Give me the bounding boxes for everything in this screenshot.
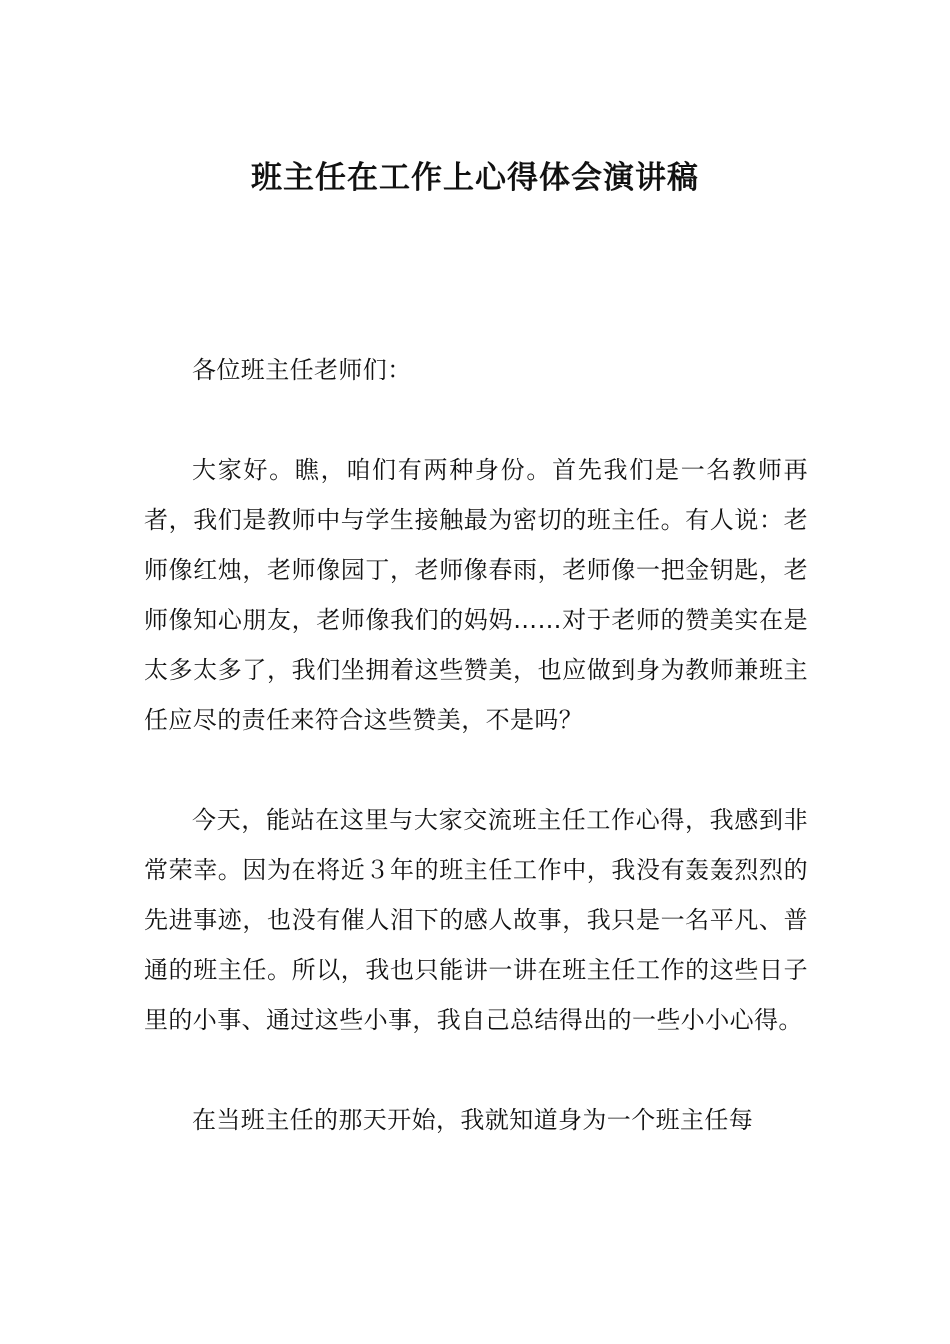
document-body — [144, 345, 808, 1145]
document-title: 班主任在工作上心得体会演讲稿 — [251, 160, 699, 196]
paragraph-greeting: 大家好。瞧，咱们有两种身份。首先我们是一名教师再者，我们是教师中与学生接触最为密切的班主任。有人说：老师像红烛，老师像园丁，老师像春雨，老师像一把金钥匙，老师像知心朋友，老师像我们的妈妈……对于老师的赞美实在是太多太多了，我们坐拥着这些赞美，也应做到身为教师兼班主任应尽的责任来符合这些赞美，不是吗？ — [144, 456, 808, 734]
paragraph-introduction: 今天，能站在这里与大家交流班主任工作心得，我感到非常荣幸。因为在将近３年的班主任工作中，我没有轰轰烈烈的先进事迹，也没有催人泪下的感人故事，我只是一名平凡、普通的班主任。所以，我也只能讲一讲在班主任工作的这些日子里的小事、通过这些小事，我自己总结得出的一些小小心得。 — [144, 806, 808, 1034]
paragraph-beginning: 在当班主任的那天开始，我就知道身为一个班主任每 — [192, 1106, 754, 1134]
salutation: 各位班主任老师们： — [192, 356, 412, 384]
